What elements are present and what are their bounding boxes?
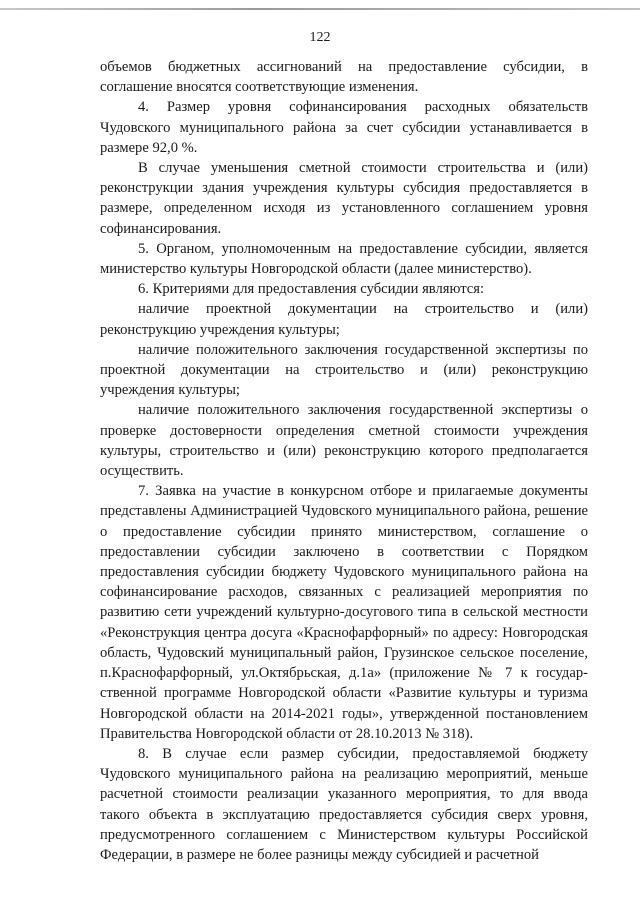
paragraph-item-4: 4. Размер уровня софинансирования расходных обязательств Чудовского муниципального района за счет субсидии устанавливается в размере 92,0 %. — [100, 99, 588, 156]
document-body — [100, 57, 588, 865]
criterion-cost-verification: наличие положительного заключения государственной экспертизы о проверке достоверности определения сметной стоимости учреждения культуры, строительство и (или) реконструкцию которого предполагается осуществить. — [100, 402, 588, 480]
paragraph-item-5: 5. Органом, уполномоченным на предоставление субсидии, является министерство культуры Новгородской области (далее министерство). — [100, 240, 588, 278]
paragraph-item-8: 8. В случае если размер субсидии, предоставляемой бюджету Чудовского муниципального района на реализацию мероприятий, меньше расчетной стоимости реализации указанного мероприятия, то для ввода такого объекта в эксплуатацию предоставляется субсидия сверх уровня, предусмотренного соглашением с Министерством культуры Российской Федерации, в размере не более разницы между субсидией и расчетной — [100, 745, 588, 863]
criterion-project-docs: наличие проектной документации на строительство и (или) реконструкцию учреждения культуры; — [100, 301, 588, 338]
scan-top-edge-rule — [0, 8, 640, 10]
paragraph-item-6: 6. Критериями для предоставления субсидии являются: — [138, 281, 485, 298]
page-number: 122 — [309, 30, 331, 45]
criterion-state-expertise: наличие положительного заключения государственной экспертизы по проектной документации на строительство и (или) реконструкцию учреждения культуры; — [100, 341, 588, 399]
paragraph-cost-reduction: В случае уменьшения сметной стоимости строительства и (или) реконструкции здания учреждения культуры субсидия предоставляется в размере, определенном исходя из установленного соглашением уровня софинансирования. — [100, 160, 588, 237]
paragraph-continuation: объемов бюджетных ассигнований на предоставление субсидии, в соглашение вносятся соответствующие изменения. — [100, 59, 588, 96]
paragraph-item-7: 7. Заявка на участие в конкурсном отборе и прилагаемые документы представлены Администрацией Чудовского муниципального района, решение о предоставление субсидии принято министерством, соглашение о предоставлении субсидии заключено в соответствии с Порядком предоставления субсидии бюджету Чудовского муниципального района на софинансирование расходов, связанных с реализацией мероприятия по развитию сети учреждений культурно-досугового типа в сельской местности «Реконструкция центра досуга «Краснофарфорный» по адресу: Новгородская область, Чудовский муниципальный район, Грузинское сельское поселение, п.Краснофарфорный, ул.Октябрьская, д.1а» (приложение № 7 к государственной программе Новгородской области «Развитие культуры и туризма Новгородской области на 2014-2021 годы», утвержденной постановлением Правительства Новгородской области от 28.10.2013 № 318). — [100, 483, 588, 742]
